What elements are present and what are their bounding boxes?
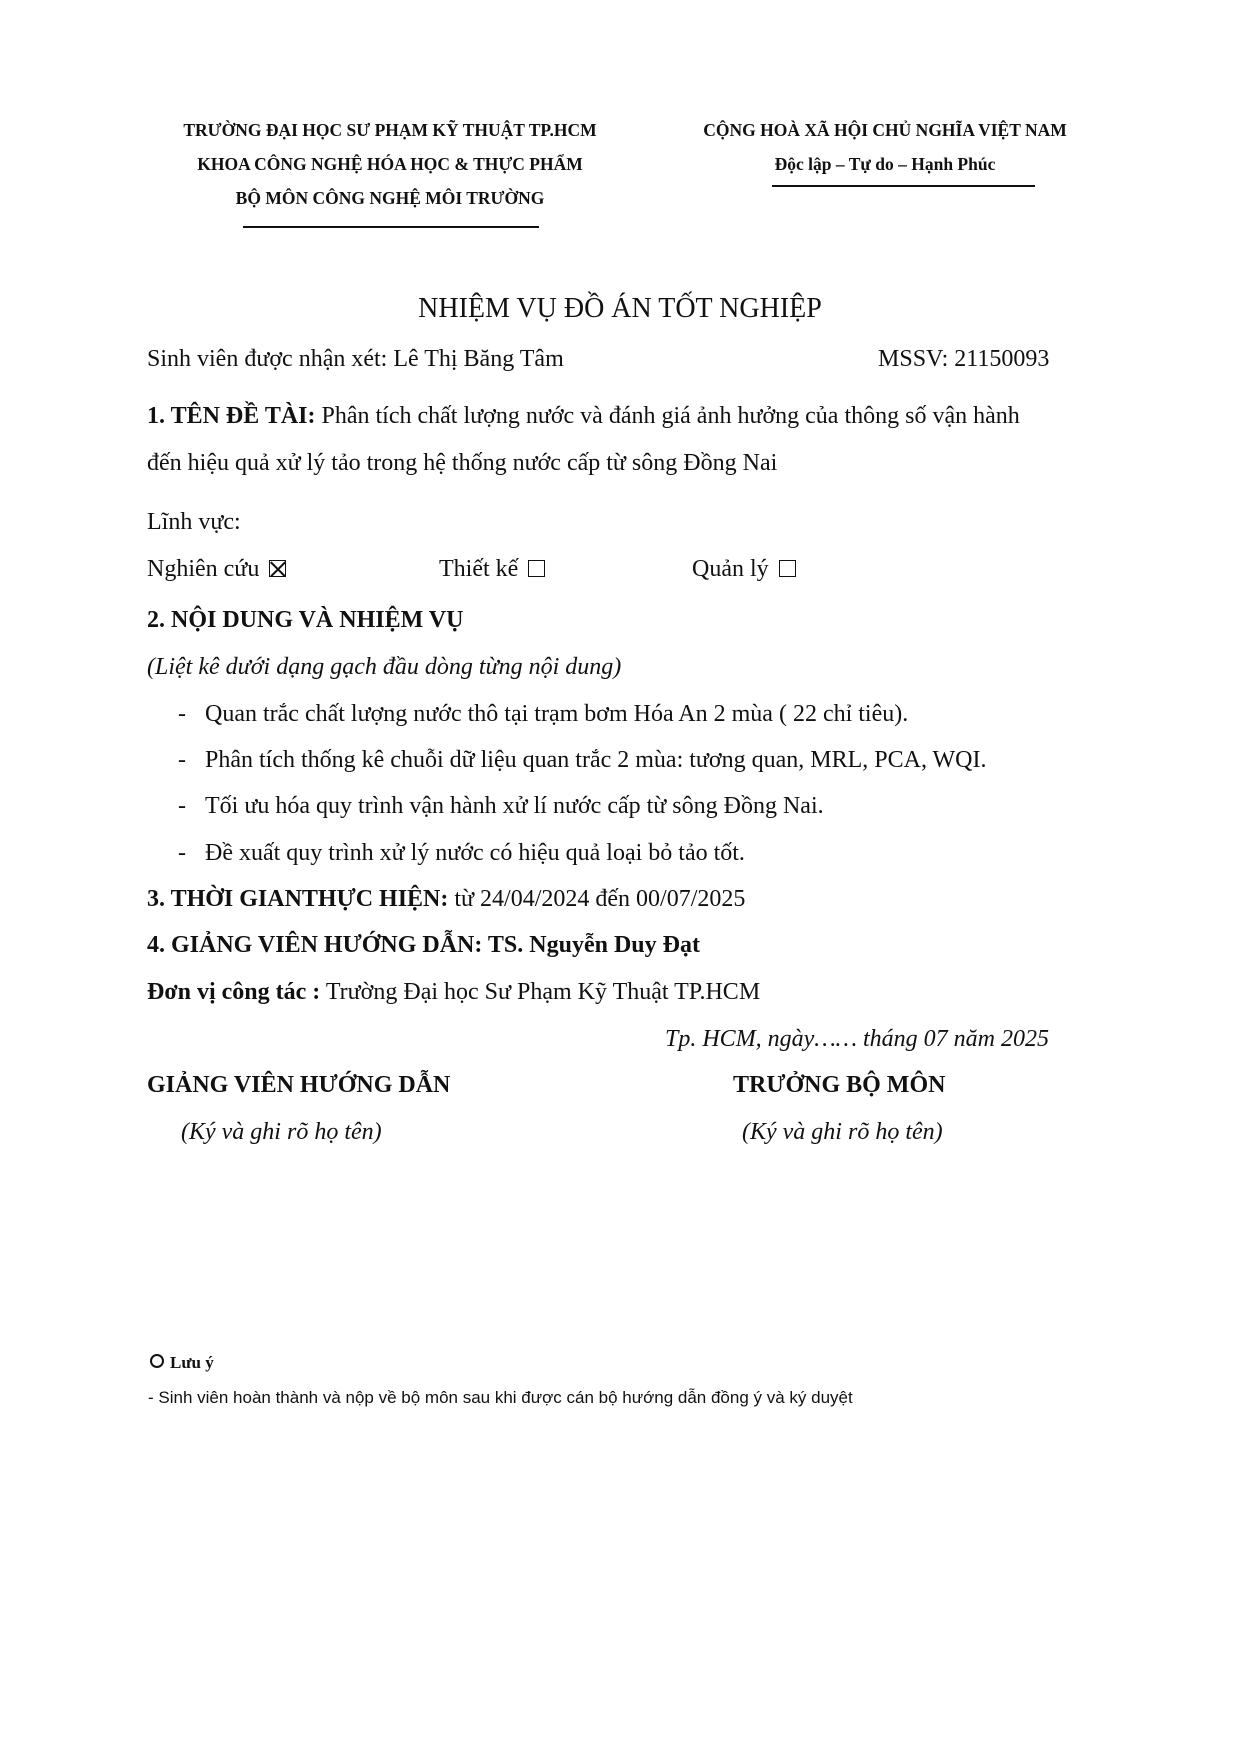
workplace: [147, 975, 760, 1009]
list-item: Phân tích thống kê chuỗi dữ liệu quan trắc 2 mùa: tương quan, MRL, PCA, WQI.: [205, 747, 987, 773]
faculty-name: KHOA CÔNG NGHỆ HÓA HỌC & THỰC PHẨM: [197, 154, 583, 174]
section-content-heading: 2. NỘI DUNG VÀ NHIỆM VỤ: [147, 607, 464, 633]
field-option-research[interactable]: [147, 552, 286, 586]
footnote-item: - Sinh viên hoàn thành và nộp về bộ môn sau khi được cán bộ hướng dẫn đồng ý và ký duyệt: [148, 1388, 853, 1407]
section-timeline: [147, 882, 745, 916]
field-label: Lĩnh vực:: [147, 509, 241, 535]
section-topic: [147, 399, 1020, 433]
signature-right-title: TRƯỞNG BỘ MÔN: [733, 1072, 946, 1098]
list-dash: -: [178, 747, 186, 773]
list-dash: -: [178, 701, 186, 727]
workplace-label: Đơn vị công tác :: [147, 979, 321, 1005]
field-option-management-label: Quản lý: [692, 556, 769, 582]
field-option-design-label: Thiết kế: [439, 556, 519, 582]
circle-bullet-icon: [150, 1354, 164, 1368]
header-right: [660, 113, 1110, 181]
header-right-underline: [772, 185, 1035, 187]
student-name: Sinh viên được nhận xét: Lê Thị Băng Tâm: [147, 346, 564, 372]
document-title: NHIỆM VỤ ĐỒ ÁN TỐT NGHIỆP: [418, 293, 822, 324]
list-item: Quan trắc chất lượng nước thô tại trạm bơm Hóa An 2 mùa ( 22 chỉ tiêu).: [205, 701, 909, 727]
research-checkbox[interactable]: [269, 560, 286, 577]
list-dash: -: [178, 793, 186, 819]
header-left: [150, 113, 630, 215]
design-checkbox[interactable]: [528, 560, 545, 577]
department-name: BỘ MÔN CÔNG NGHỆ MÔI TRƯỜNG: [235, 188, 545, 208]
student-id: MSSV: 21150093: [878, 346, 1050, 372]
section-timeline-heading: 3. THỜI GIANTHỰC HIỆN:: [147, 886, 449, 912]
topic-text-line2: đến hiệu quả xử lý tảo trong hệ thống nước cấp từ sông Đồng Nai: [147, 450, 778, 476]
university-name: TRƯỜNG ĐẠI HỌC SƯ PHẠM KỸ THUẬT TP.HCM: [183, 120, 597, 140]
management-checkbox[interactable]: [779, 560, 796, 577]
section-topic-heading: 1. TÊN ĐỀ TÀI:: [147, 403, 316, 429]
section-supervisor: 4. GIẢNG VIÊN HƯỚNG DẪN: TS. Nguyễn Duy Đạt: [147, 932, 700, 958]
header-left-underline: [243, 226, 539, 228]
footnote-heading-text: Lưu ý: [170, 1353, 214, 1372]
field-option-design[interactable]: [439, 552, 545, 586]
workplace-value: Trường Đại học Sư Phạm Kỹ Thuật TP.HCM: [320, 979, 761, 1005]
list-item: Tối ưu hóa quy trình vận hành xử lí nước cấp từ sông Đồng Nai.: [205, 793, 824, 819]
motto: Độc lập – Tự do – Hạnh Phúc: [774, 154, 996, 174]
footnote-heading: [150, 1350, 214, 1376]
timeline-text: từ 24/04/2024 đến 00/07/2025: [448, 886, 746, 912]
date-line: Tp. HCM, ngày…… tháng 07 năm 2025: [665, 1026, 1050, 1052]
signature-right-note: (Ký và ghi rõ họ tên): [742, 1119, 943, 1145]
list-item: Đề xuất quy trình xử lý nước có hiệu quả loại bỏ tảo tốt.: [205, 840, 745, 866]
topic-text-line1: Phân tích chất lượng nước và đánh giá ảnh hưởng của thông số vận hành: [315, 403, 1020, 429]
list-dash: -: [178, 840, 186, 866]
field-option-research-label: Nghiên cứu: [147, 556, 260, 582]
signature-left-title: GIẢNG VIÊN HƯỚNG DẪN: [147, 1072, 451, 1098]
signature-left-note: (Ký và ghi rõ họ tên): [181, 1119, 382, 1145]
section-content-note: (Liệt kê dưới dạng gạch đầu dòng từng nội dung): [147, 654, 622, 680]
field-option-management[interactable]: [692, 552, 796, 586]
country-name: CỘNG HOÀ XÃ HỘI CHỦ NGHĨA VIỆT NAM: [703, 120, 1067, 140]
